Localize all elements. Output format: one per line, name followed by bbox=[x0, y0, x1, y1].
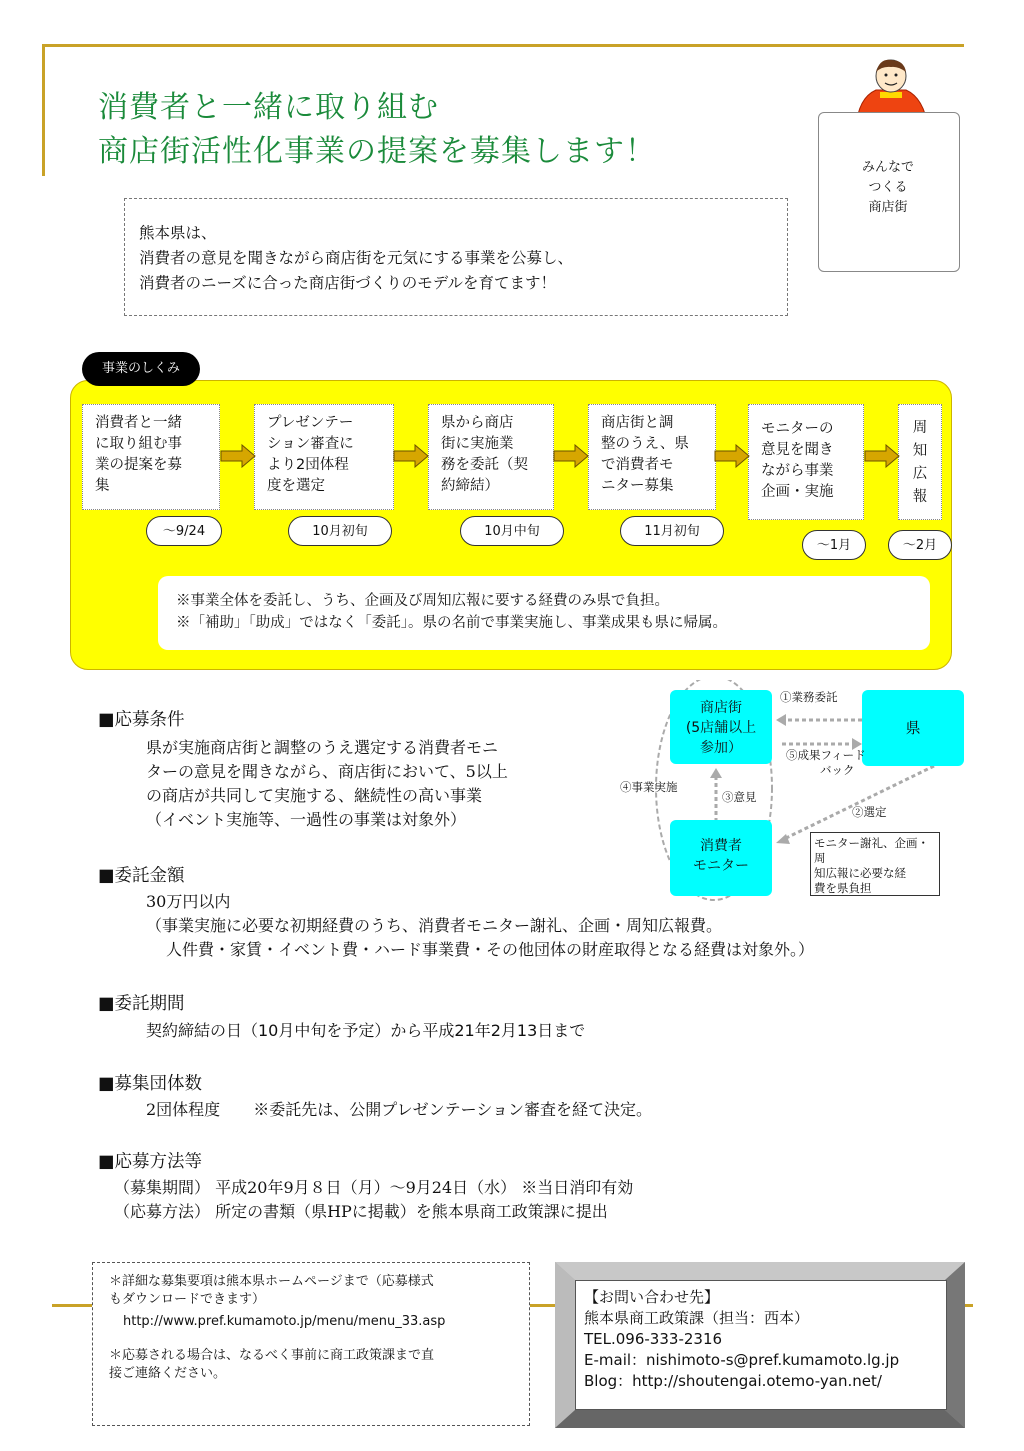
flow-step-2 bbox=[254, 404, 394, 510]
cost-note-line: モニター謝礼、企画・周 bbox=[814, 836, 929, 865]
cost-note-box bbox=[810, 832, 940, 896]
bottom-rule-right bbox=[965, 1304, 973, 1307]
flow-note bbox=[158, 576, 930, 650]
flow-arrow-icon bbox=[864, 444, 900, 468]
step-5-line: 意見を聞き bbox=[761, 442, 834, 458]
step-5-line: 企画・実施 bbox=[761, 484, 834, 500]
section-count-heading: ■募集団体数 bbox=[98, 1074, 203, 1094]
step-3-line: 県から商店 bbox=[441, 415, 514, 431]
shop-line: (5店舗以上 bbox=[685, 720, 757, 736]
consumer-line: モニター bbox=[693, 858, 749, 874]
label-selection: ②選定 bbox=[852, 805, 887, 819]
page-title bbox=[98, 86, 656, 174]
req-line: 県が実施商店街と調整のうえ選定する消費者モニ bbox=[146, 738, 499, 757]
title-line-1: 消費者と一緒に取り組む bbox=[98, 90, 439, 125]
flow-step-5 bbox=[748, 404, 864, 520]
req-line: ターの意見を聞きながら、商店街において、5以上 bbox=[146, 762, 508, 781]
flow-step-1 bbox=[82, 404, 220, 510]
intro-line-2: 消費者の意見を聞きながら商店街を元気にする事業を公募し、 bbox=[139, 249, 574, 267]
amount-line: （事業実施に必要な初期経費のうち、消費者モニター謝礼、企画・周知広報費。 bbox=[146, 916, 723, 935]
step-6-line: 広 bbox=[912, 466, 928, 482]
step-1-line: に取り組む事 bbox=[95, 436, 182, 452]
section-period-heading: ■委託期間 bbox=[98, 994, 185, 1014]
intro-line-3: 消費者のニーズに合った商店街づくりのモデルを育てます！ bbox=[139, 274, 556, 292]
amount-line: 30万円以内 bbox=[146, 892, 231, 911]
step-6-line: 知 bbox=[912, 443, 928, 459]
consumer-monitor-node bbox=[670, 820, 772, 896]
method-line: （募集期間） 平成20年9月８日（月）～9月24日（水） ※当日消印有効 bbox=[114, 1178, 634, 1197]
details-line: ＊応募される場合は、なるべく事前に商工政策課まで直 bbox=[109, 1348, 435, 1363]
details-box bbox=[92, 1262, 530, 1426]
section-period-body: 契約締結の日（10月中旬を予定）から平成21年2月13日まで bbox=[146, 1021, 586, 1040]
contact-box bbox=[575, 1280, 947, 1410]
step-3-line: 街に実施業 bbox=[441, 436, 514, 452]
step-4-line: 整のうえ、県 bbox=[601, 436, 689, 452]
label-implementation: ④事業実施 bbox=[620, 780, 678, 794]
title-line-2: 商店街活性化事業の提案を募集します！ bbox=[98, 134, 656, 169]
section-requirements-body bbox=[146, 736, 508, 832]
label-feedback bbox=[786, 748, 866, 778]
note-line-2: ※「補助」「助成」ではなく「委託」。県の名前で事業実施し、事業成果も県に帰属。 bbox=[176, 615, 727, 631]
section-method-body bbox=[114, 1176, 633, 1224]
step-1-line: 集 bbox=[95, 478, 110, 494]
section-count-body bbox=[146, 1098, 652, 1122]
date-pill-2: 10月初旬 bbox=[288, 516, 392, 546]
consumer-line: 消費者 bbox=[700, 838, 742, 854]
section-requirements-heading: ■応募条件 bbox=[98, 710, 185, 730]
label-consignment: ①業務委託 bbox=[780, 690, 838, 704]
intro-line-1: 熊本県は、 bbox=[139, 224, 217, 242]
step-1-line: 消費者と一緒 bbox=[95, 415, 182, 431]
note-line-1: ※事業全体を委託し、うち、企画及び周知広報に要する経費のみ県で負担。 bbox=[176, 593, 669, 609]
step-5-line: モニターの bbox=[761, 421, 834, 437]
flow-step-4 bbox=[588, 404, 716, 510]
flow-tag: 事業のしくみ bbox=[82, 352, 200, 386]
details-line: ＊詳細な募集要項は熊本県ホームページまで（応募様式 bbox=[109, 1274, 434, 1289]
step-4-line: 商店街と調 bbox=[601, 415, 674, 431]
flow-step-6 bbox=[898, 404, 942, 520]
contact-email-link[interactable]: E-mail：nishimoto-s@pref.kumamoto.lg.jp bbox=[584, 1351, 900, 1369]
step-2-line: ション審査に bbox=[267, 436, 354, 452]
amount-line: 人件費・家賃・イベント費・ハード事業費・その他団体の財産取得となる経費は対象外。） bbox=[166, 940, 815, 959]
step-2-line: プレゼンテー bbox=[267, 415, 354, 431]
step-2-line: 度を選定 bbox=[267, 478, 325, 494]
section-amount-heading: ■委託金額 bbox=[98, 866, 185, 886]
count-note: ※委託先は、公開プレゼンテーション審査を経て決定。 bbox=[253, 1100, 653, 1119]
date-pill-3: 10月中旬 bbox=[460, 516, 564, 546]
req-line: （イベント実施等、一過性の事業は対象外） bbox=[146, 810, 467, 829]
section-amount-body bbox=[146, 890, 814, 962]
bottom-rule-mid bbox=[530, 1304, 555, 1307]
flow-arrow-icon bbox=[714, 444, 750, 468]
shop-line: 参加） bbox=[700, 740, 742, 756]
step-3-line: 約締結） bbox=[441, 478, 499, 494]
contact-heading: 【お問い合わせ先】 bbox=[584, 1288, 720, 1306]
flow-arrow-icon bbox=[220, 444, 256, 468]
method-line: （応募方法） 所定の書類（県HPに掲載）を熊本県商工政策課に提出 bbox=[114, 1202, 608, 1221]
mascot-slogan bbox=[818, 158, 958, 218]
details-line: もダウンロードできます） bbox=[109, 1292, 266, 1307]
slogan-line-3: 商店街 bbox=[868, 200, 908, 215]
contact-blog-link[interactable]: Blog：http://shoutengai.otemo-yan.net/ bbox=[584, 1372, 882, 1390]
step-1-line: 業の提案を募 bbox=[95, 457, 182, 473]
step-4-line: で消費者モ bbox=[601, 457, 674, 473]
details-line: 接ご連絡ください。 bbox=[109, 1366, 227, 1381]
step-6-line: 周 bbox=[912, 420, 928, 436]
flow-step-3 bbox=[428, 404, 554, 510]
prefecture-node: 県 bbox=[862, 690, 964, 766]
contact-department: 熊本県商工政策課（担当：西本） bbox=[584, 1309, 810, 1327]
cost-note-line: 知広報に必要な経 bbox=[814, 866, 906, 880]
step-2-line: より2団体程 bbox=[267, 457, 349, 473]
count-value: 2団体程度 bbox=[146, 1100, 221, 1119]
label-opinion: ③意見 bbox=[722, 790, 757, 804]
intro-box bbox=[124, 198, 788, 316]
section-method-heading: ■応募方法等 bbox=[98, 1152, 203, 1172]
contact-phone[interactable]: TEL.096-333-2316 bbox=[584, 1330, 723, 1348]
date-pill-6: ～2月 bbox=[888, 530, 952, 560]
date-pill-4: 11月初旬 bbox=[620, 516, 724, 546]
flow-arrow-icon bbox=[553, 444, 589, 468]
shop-line: 商店街 bbox=[700, 700, 742, 716]
step-6-line: 報 bbox=[912, 489, 928, 505]
req-line: の商店が共同して実施する、継続性の高い事業 bbox=[146, 786, 483, 805]
step-4-line: ニター募集 bbox=[601, 478, 674, 494]
details-url-link[interactable]: http://www.pref.kumamoto.jp/menu/menu_33.asp bbox=[123, 1314, 446, 1329]
date-pill-5: ～1月 bbox=[802, 530, 866, 560]
top-rule bbox=[42, 44, 964, 47]
cost-note-line: 費を県負担 bbox=[814, 881, 872, 895]
feedback-line: バック bbox=[820, 763, 855, 777]
slogan-line-2: つくる bbox=[868, 180, 908, 195]
shopping-street-node bbox=[670, 690, 772, 764]
flow-arrow-icon bbox=[393, 444, 429, 468]
step-5-line: ながら事業 bbox=[761, 463, 834, 479]
date-pill-1: ～9/24 bbox=[146, 516, 222, 546]
top-left-rule bbox=[42, 44, 45, 176]
slogan-line-1: みんなで bbox=[861, 160, 914, 175]
bottom-rule-left bbox=[52, 1304, 92, 1307]
step-3-line: 務を委託（契 bbox=[441, 457, 528, 473]
feedback-line: ⑤成果フィード bbox=[786, 748, 866, 762]
